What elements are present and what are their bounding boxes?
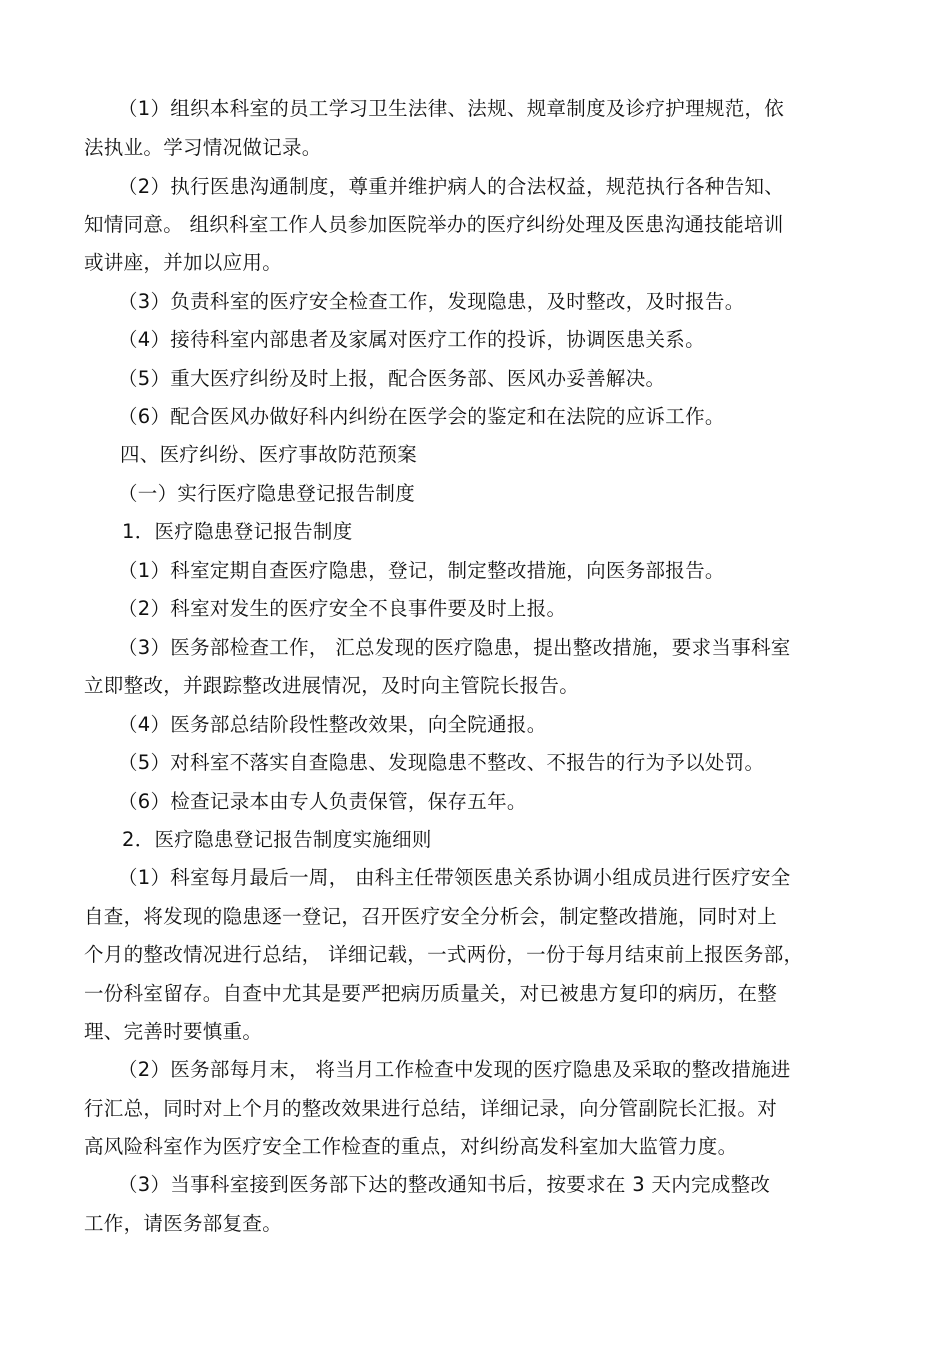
text-line: （5）重大医疗纠纷及时上报，配合医务部、医风办妥善解决。 <box>118 367 666 390</box>
text-line: 自查，将发现的隐患逐一登记，召开医疗安全分析会，制定整改措施，同时对上 <box>84 905 778 928</box>
subsection-heading: 1．医疗隐患登记报告制度 <box>122 520 353 543</box>
text-line: （5）对科室不落实自查隐患、发现隐患不整改、不报告的行为予以处罚。 <box>118 751 765 774</box>
text-line: 个月的整改情况进行总结， 详细记载，一式两份，一份于每月结束前上报医务部， <box>84 943 804 966</box>
subsection-heading: （一）实行医疗隐患登记报告制度 <box>118 482 416 505</box>
text-line: 立即整改，并跟踪整改进展情况，及时向主管院长报告。 <box>84 674 580 697</box>
text-line: 一份科室留存。自查中尤其是要严把病历质量关，对已被患方复印的病历，在整 <box>84 982 778 1005</box>
text-line: 理、完善时要慎重。 <box>84 1020 263 1043</box>
text-line: （1）科室定期自查医疗隐患，登记，制定整改措施，向医务部报告。 <box>118 559 725 582</box>
text-line: （6）配合医风办做好科内纠纷在医学会的鉴定和在法院的应诉工作。 <box>118 405 725 428</box>
text-line: （2）执行医患沟通制度，尊重并维护病人的合法权益，规范执行各种告知、 <box>118 175 785 198</box>
text-line: 工作，请医务部复查。 <box>84 1212 283 1235</box>
text-line: （4）接待科室内部患者及家属对医疗工作的投诉，协调医患关系。 <box>118 328 705 351</box>
text-line: （3）医务部检查工作， 汇总发现的医疗隐患，提出整改措施，要求当事科室 <box>118 636 791 659</box>
subsection-heading: 2．医疗隐患登记报告制度实施细则 <box>122 828 432 851</box>
text-line: 行汇总，同时对上个月的整改效果进行总结，详细记录，向分管副院长汇报。对 <box>84 1097 778 1120</box>
text-line: 法执业。学习情况做记录。 <box>84 136 322 159</box>
text-line: （3）负责科室的医疗安全检查工作，发现隐患，及时整改，及时报告。 <box>118 290 745 313</box>
text-line: （2）科室对发生的医疗安全不良事件要及时上报。 <box>118 597 567 620</box>
text-line: （6）检查记录本由专人负责保管，保存五年。 <box>118 790 527 813</box>
section-heading: 四、医疗纠纷、医疗事故防范预案 <box>120 443 418 466</box>
text-line: 知情同意。 组织科室工作人员参加医院举办的医疗纠纷处理及医患沟通技能培训 <box>84 213 784 236</box>
text-line: 高风险科室作为医疗安全工作检查的重点，对纠纷高发科室加大监管力度。 <box>84 1135 738 1158</box>
text-line: （1）组织本科室的员工学习卫生法律、法规、规章制度及诊疗护理规范，依 <box>118 97 785 120</box>
text-line: （2）医务部每月末， 将当月工作检查中发现的医疗隐患及采取的整改措施进 <box>118 1058 791 1081</box>
text-line: （4）医务部总结阶段性整改效果，向全院通报。 <box>118 713 547 736</box>
text-line: （3）当事科室接到医务部下达的整改通知书后，按要求在 3 天内完成整改 <box>118 1173 771 1196</box>
text-line: （1）科室每月最后一周， 由科主任带领医患关系协调小组成员进行医疗安全 <box>118 866 791 889</box>
text-line: 或讲座，并加以应用。 <box>84 251 283 274</box>
